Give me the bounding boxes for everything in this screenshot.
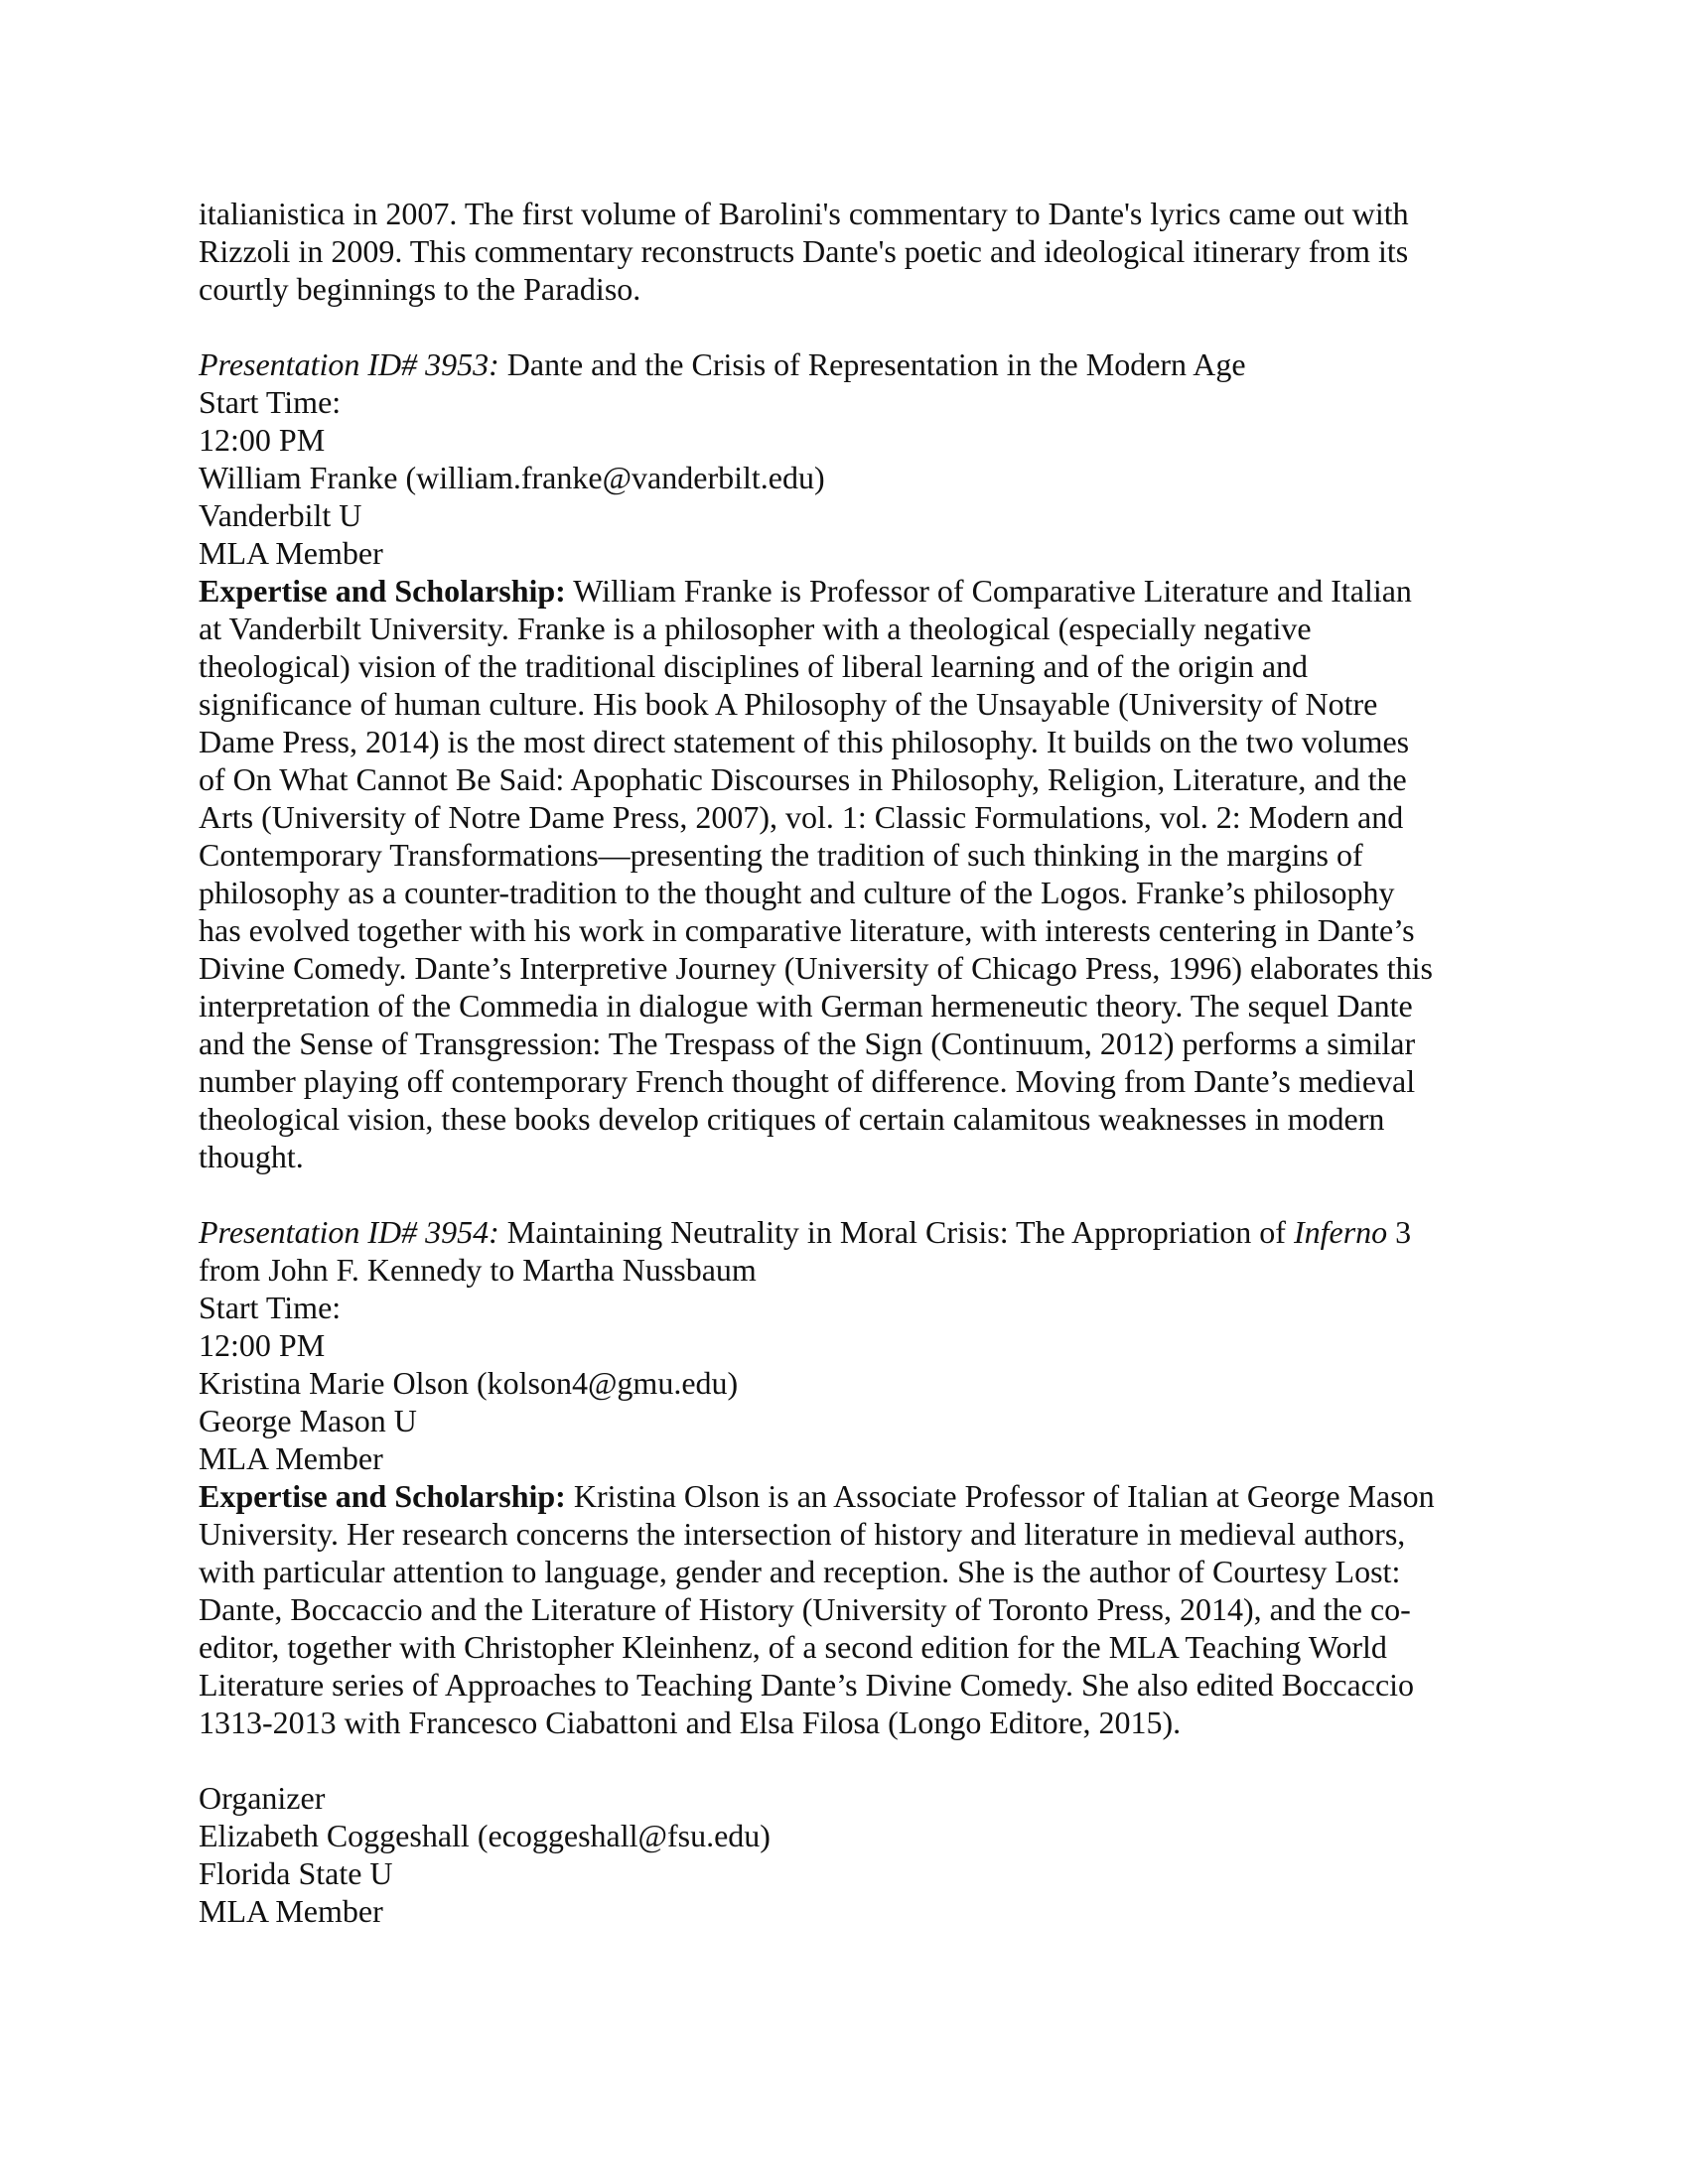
presentation-heading xyxy=(199,1213,1489,1251)
presentation-title: Maintaining Neutrality in Moral Crisis: The Appropriation of xyxy=(498,1214,1294,1250)
start-time: 12:00 PM xyxy=(199,1327,326,1363)
expertise-line: University. Her research concerns the intersection of history and literature in medieval authors, xyxy=(199,1516,1406,1552)
expertise-label: Expertise and Scholarship: xyxy=(199,573,566,609)
organizer-block xyxy=(199,1779,1489,1930)
expertise-line: theological vision, these books develop critiques of certain calamitous weaknesses in modern xyxy=(199,1101,1385,1137)
membership: MLA Member xyxy=(199,535,383,571)
expertise-line: 1313-2013 with Francesco Ciabattoni and Elsa Filosa (Longo Editore, 2015). xyxy=(199,1705,1182,1740)
expertise-first-line xyxy=(199,1477,1489,1515)
presenter: William Franke (william.franke@vanderbilt.edu) xyxy=(199,460,825,495)
organizer-membership: MLA Member xyxy=(199,1893,383,1929)
organizer-name: Elizabeth Coggeshall (ecoggeshall@fsu.edu) xyxy=(199,1818,771,1853)
intro-line: courtly beginnings to the Paradiso. xyxy=(199,271,641,307)
expertise-line: editor, together with Christopher Kleinhenz, of a second edition for the MLA Teaching World xyxy=(199,1629,1387,1665)
membership: MLA Member xyxy=(199,1440,383,1476)
presentation-id: Presentation ID# 3953: xyxy=(199,346,499,382)
organizer-institution: Florida State U xyxy=(199,1855,393,1891)
expertise-line: Contemporary Transformations—presenting the tradition of such thinking in the margins of xyxy=(199,837,1363,873)
expertise-line: and the Sense of Transgression: The Trespass of the Sign (Continuum, 2012) performs a similar xyxy=(199,1025,1416,1061)
document-page xyxy=(199,195,1489,1930)
expertise-line: Dame Press, 2014) is the most direct statement of this philosophy. It builds on the two volumes xyxy=(199,724,1410,759)
expertise-line: of On What Cannot Be Said: Apophatic Discourses in Philosophy, Religion, Literature, and the xyxy=(199,761,1407,797)
start-time-label: Start Time: xyxy=(199,1290,342,1325)
presentation-title-italic: Inferno xyxy=(1293,1214,1388,1250)
expertise-line: philosophy as a counter-tradition to the thought and culture of the Logos. Franke’s philosophy xyxy=(199,875,1395,910)
presenter: Kristina Marie Olson (kolson4@gmu.edu) xyxy=(199,1365,739,1401)
expertise-line: Arts (University of Notre Dame Press, 2007), vol. 1: Classic Formulations, vol. 2: Modern and xyxy=(199,799,1404,835)
expertise-line: at Vanderbilt University. Franke is a philosopher with a theological (especially negative xyxy=(199,611,1312,646)
expertise-line: Divine Comedy. Dante’s Interpretive Journey (University of Chicago Press, 1996) elaborates this xyxy=(199,950,1433,986)
expertise-line: theological) vision of the traditional disciplines of liberal learning and of the origin and xyxy=(199,648,1309,684)
presentation-title: Dante and the Crisis of Representation in the Modern Age xyxy=(498,346,1246,382)
presentation-title-end: 3 xyxy=(1387,1214,1412,1250)
presentation-title-line2: from John F. Kennedy to Martha Nussbaum xyxy=(199,1252,757,1288)
expertise-line: has evolved together with his work in comparative literature, with interests centering in Dante’s xyxy=(199,912,1415,948)
intro-line: Rizzoli in 2009. This commentary reconstructs Dante's poetic and ideological itinerary from its xyxy=(199,233,1409,269)
expertise-label: Expertise and Scholarship: xyxy=(199,1478,566,1514)
presentation-heading xyxy=(199,345,1489,383)
start-time-label: Start Time: xyxy=(199,384,342,420)
organizer-label: Organizer xyxy=(199,1780,326,1816)
intro-paragraph xyxy=(199,195,1489,308)
presentation-id: Presentation ID# 3954: xyxy=(199,1214,499,1250)
expertise-line: thought. xyxy=(199,1139,304,1174)
presentation-3953 xyxy=(199,345,1489,1175)
expertise-text: Kristina Olson is an Associate Professor of Italian at George Mason xyxy=(565,1478,1435,1514)
expertise-line: significance of human culture. His book A Philosophy of the Unsayable (University of Notre xyxy=(199,686,1378,722)
expertise-line: with particular attention to language, gender and reception. She is the author of Courtesy Lost: xyxy=(199,1554,1401,1589)
expertise-line: number playing off contemporary French thought of difference. Moving from Dante’s medieval xyxy=(199,1063,1416,1099)
expertise-line: interpretation of the Commedia in dialogue with German hermeneutic theory. The sequel Dante xyxy=(199,988,1413,1024)
institution: George Mason U xyxy=(199,1403,417,1438)
expertise-first-line xyxy=(199,572,1489,610)
intro-line: italianistica in 2007. The first volume of Barolini's commentary to Dante's lyrics came out with xyxy=(199,196,1409,231)
expertise-line: Dante, Boccaccio and the Literature of History (University of Toronto Press, 2014), and the co- xyxy=(199,1591,1411,1627)
institution: Vanderbilt U xyxy=(199,497,362,533)
presentation-3954 xyxy=(199,1213,1489,1741)
expertise-text: William Franke is Professor of Comparative Literature and Italian xyxy=(565,573,1412,609)
expertise-line: Literature series of Approaches to Teaching Dante’s Divine Comedy. She also edited Boccaccio xyxy=(199,1667,1415,1703)
start-time: 12:00 PM xyxy=(199,422,326,458)
